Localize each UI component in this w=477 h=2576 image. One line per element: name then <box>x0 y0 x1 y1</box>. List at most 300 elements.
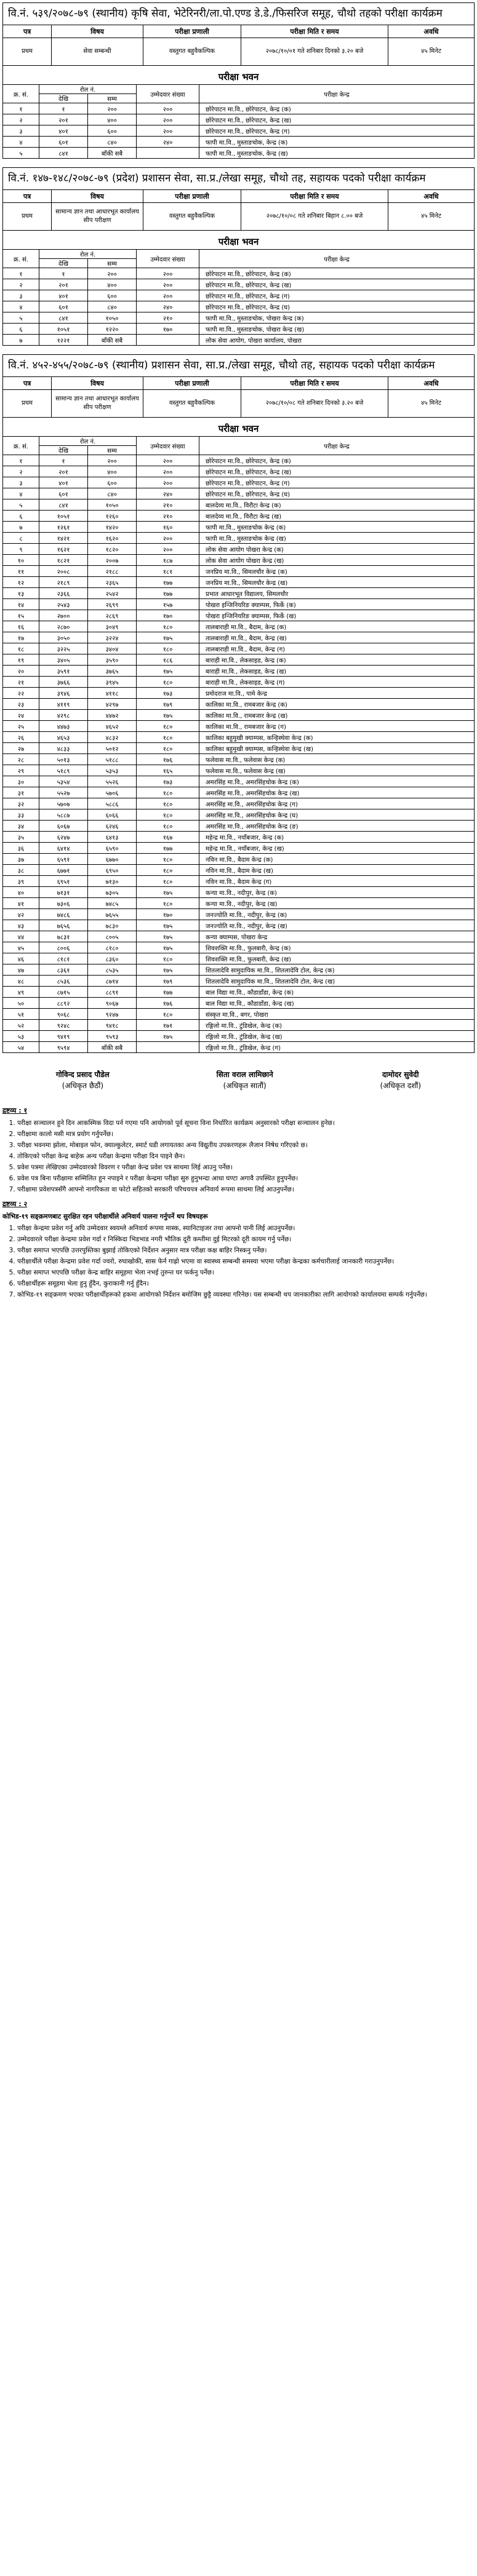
col-to: सम्म <box>88 259 137 268</box>
cell-roll-from: ८४१ <box>39 148 88 159</box>
cell-center: फापी मा.वि., मुस्ताङचोक केन्द्र (ख) <box>199 533 475 544</box>
table-row <box>3 931 475 942</box>
signature-name: दामोदर सुवेदी <box>382 1070 419 1079</box>
cell-roll-from: ३९४६ <box>39 688 88 699</box>
cell-roll-to: ४११८ <box>88 688 137 699</box>
cell-sn: ३ <box>3 477 39 488</box>
cell-count: १७५ <box>137 964 199 976</box>
cell-roll-to: ३०४९ <box>88 621 137 632</box>
cell-sn: २३ <box>3 699 39 710</box>
cell-roll-to: ८७१४ <box>88 976 137 987</box>
table-row <box>3 1031 475 1042</box>
cell-center: शितलादेवि सामुदायिक मा.वि., शितलादेवि टोल, केन्द्र (ख) <box>199 976 475 987</box>
cell-roll-to: ६०० <box>88 125 137 137</box>
cell-roll-to: ३५९० <box>88 654 137 666</box>
cell-sn: १७ <box>3 632 39 643</box>
cell-roll-from: ७३०६ <box>39 898 88 909</box>
table-row <box>3 544 475 555</box>
cell-sn: ५ <box>3 312 39 324</box>
table-row <box>3 610 475 621</box>
cell-roll-to: ६७७० <box>88 854 137 865</box>
notice-section <box>2 354 475 1053</box>
signature-name: सिता वराल लामिछाने <box>216 1070 273 1079</box>
cell-roll-from: ८००६ <box>39 942 88 953</box>
table-row <box>3 312 475 324</box>
note-item: 4. तोकिएको परीक्षा केन्द्र बाहेक अन्य परीक्षा केन्द्रमा परीक्षा दिन पाइने छैन। <box>17 1151 475 1161</box>
cell-count: २०० <box>137 544 199 555</box>
cell-center: छोरेपाटन मा.वि., छोरेपाटन, केन्द्र (घ) <box>199 488 475 499</box>
cell-roll-from: ६०१ <box>39 301 88 312</box>
cell-roll-from: १ <box>39 268 88 279</box>
info-header-cell: विषय <box>52 377 143 390</box>
cell-center: जनप्रिय मा.वि., सिमलचौर केन्द्र (ख) <box>199 577 475 588</box>
cell-sn: ५१ <box>3 1009 39 1020</box>
cell-center: बालदेव्य मा.वि., विरौटा केन्द्र (ख) <box>199 511 475 522</box>
info-datetime: २०७८/१०/०८ गते शनिबार बिहान ८.०० बजे <box>241 203 388 231</box>
info-row <box>3 38 475 66</box>
cell-roll-from: ४०१ <box>39 290 88 301</box>
cell-roll-from: २०१ <box>39 279 88 290</box>
cell-sn: ११ <box>3 566 39 577</box>
table-row <box>3 765 475 776</box>
cell-center: कन्या क्याम्पस, पोखरा केन्द्र <box>199 931 475 942</box>
cell-roll-from: १२६१ <box>39 522 88 533</box>
notice-section <box>2 167 475 346</box>
cell-center: पोखरा इन्जिनियरिङ क्याम्पस, फिर्के (ख) <box>199 610 475 621</box>
cell-center: जनप्रिय मा.वि., सिमलचौर केन्द्र (क) <box>199 566 475 577</box>
cell-center: बाराही मा.वि., लेकसाइड, केन्द्र (ख) <box>199 666 475 677</box>
cell-center: कन्या मा.वि., नदीपुर, केन्द्र (ख) <box>199 898 475 909</box>
col-roll: रोल नं. <box>39 250 137 259</box>
cell-sn: ४९ <box>3 987 39 998</box>
cell-sn: १ <box>3 455 39 466</box>
cell-roll-to: ७३०५ <box>88 887 137 898</box>
cell-center: रङ्गिलो मा.वि., टुंडिखेल, केन्द्र (ग) <box>199 1042 475 1053</box>
table-row <box>3 555 475 566</box>
cell-center: छोरेपाटन मा.वि., छोरेपाटन, केन्द्र (ग) <box>199 477 475 488</box>
note-item: 2. परीक्षामा कालो मसी मात्र प्रयोग गर्नुपर्नेछ। <box>17 1129 475 1139</box>
cell-roll-to: २०० <box>88 103 137 114</box>
cell-count: १७९ <box>137 976 199 987</box>
info-duration: ४५ मिनेट <box>388 203 475 231</box>
cell-center: संस्कृत मा.वि., बगर, पोखरा <box>199 1009 475 1020</box>
table-row <box>3 599 475 610</box>
cell-sn: ५० <box>3 998 39 1009</box>
cell-roll-to: २५४२ <box>88 588 137 599</box>
table-row <box>3 466 475 477</box>
cell-roll-to: ४६५२ <box>88 721 137 732</box>
cell-roll-to: २००७ <box>88 555 137 566</box>
cell-roll-to: ५५२६ <box>88 776 137 787</box>
cell-sn: १८ <box>3 643 39 654</box>
cell-center: फलेवास मा.वि., फलेवास केन्द्र (ख) <box>199 765 475 776</box>
cell-count: १७५ <box>137 931 199 942</box>
cell-center: अमरसिंह मा.वि., अमरसिंहचोक केन्द्र (ख) <box>199 787 475 798</box>
cell-roll-from: ५१८९ <box>39 765 88 776</box>
info-duration: ४५ मिनेट <box>388 38 475 66</box>
table-row <box>3 566 475 577</box>
cell-center: छोरेपाटन मा.वि., छोरेपाटन, केन्द्र (ग) <box>199 125 475 137</box>
table-row <box>3 499 475 511</box>
col-roll: रोल नं. <box>39 85 137 94</box>
info-duration: ४५ मिनेट <box>388 390 475 418</box>
cell-count: १७७ <box>137 987 199 998</box>
info-paper: प्रथम <box>3 38 52 66</box>
notes-section <box>2 1106 475 1300</box>
cell-roll-from: ३२२५ <box>39 643 88 654</box>
note-item: 3. परीक्षा समाप्त भएपछि उत्तरपुस्तिका बुझाई तोकिएको निर्देशन अनुसार मात्र परीक्षा कक्ष बाहिर निस्कनु पर्नेछ। <box>17 1246 475 1255</box>
note-item: 7. परीक्षामा प्रवेशपत्रसँगै आफ्नो नागरिकता वा फोटो सहितको सरकारी परिचयपत्र अनिवार्य रूपमा साथमा लिई आउनुपर्नेछ। <box>17 1185 475 1195</box>
note-item: 3. परीक्षा भवनमा झोला, मोबाइल फोन, क्याल्कुलेटर, स्मार्ट घडी लगायतका अन्य विद्युतीय उपकरणहरू लैजान निषेध गरिएको छ। <box>17 1140 475 1150</box>
table-row <box>3 710 475 721</box>
cell-center: तालबाराही मा.वि., बैदाम, केन्द्र (ग) <box>199 643 475 654</box>
cell-roll-to: ३७६५ <box>88 666 137 677</box>
cell-sn: १ <box>3 268 39 279</box>
cell-count: १७० <box>137 909 199 920</box>
notes-subtitle-2: कोभिड-१९ सङ्क्रमणबाट सुरक्षित रहन परीक्षार्थीले अनिवार्य पालना गर्नुपर्ने थप विषयहरू <box>2 1213 208 1220</box>
cell-center: अमरसिंह मा.वि., अमरसिंहचोक केन्द्र (ग) <box>199 798 475 809</box>
cell-count: १६५ <box>137 765 199 776</box>
cell-roll-from: ६०१ <box>39 137 88 148</box>
cell-roll-to: ७४८५ <box>88 898 137 909</box>
notices-container <box>2 2 475 1053</box>
cell-roll-from: ६४१४ <box>39 843 88 854</box>
cell-roll-from: ६७७१ <box>39 865 88 876</box>
cell-roll-from: ३५९१ <box>39 666 88 677</box>
cell-roll-from: ९५९४ <box>39 1042 88 1053</box>
exam-schedule-page <box>2 2 475 1300</box>
table-row <box>3 654 475 666</box>
cell-roll-to: ६४१३ <box>88 832 137 843</box>
table-row <box>3 324 475 335</box>
cell-sn: ७ <box>3 335 39 346</box>
cell-count: १७५ <box>137 710 199 721</box>
cell-sn: ५३ <box>3 1031 39 1042</box>
schedule-header-row <box>3 85 475 94</box>
info-system: वस्तुगत बहुवैकल्पिक <box>143 390 241 418</box>
cell-count: १७३ <box>137 776 199 787</box>
cell-roll-from: २५४३ <box>39 599 88 610</box>
cell-roll-from: ४०१ <box>39 477 88 488</box>
signature-3 <box>380 1069 422 1091</box>
cell-center: छोरेपाटन मा.वि., छोरेपाटन, केन्द्र (क) <box>199 103 475 114</box>
cell-count: १६० <box>137 522 199 533</box>
info-header-cell: परीक्षा मिति र समय <box>241 377 388 390</box>
cell-center: लोक सेवा आयोग पोखरा केन्द्र (ख) <box>199 555 475 566</box>
exam-info-table <box>2 189 475 231</box>
cell-center: प्रमोदराज मा.वि., पामे केन्द्र <box>199 688 475 699</box>
table-row <box>3 854 475 865</box>
cell-count: १७७ <box>137 843 199 854</box>
cell-roll-to: बाँकी सबै <box>88 148 137 159</box>
cell-roll-from: ५३५४ <box>39 776 88 787</box>
table-row <box>3 699 475 710</box>
cell-sn: ७ <box>3 522 39 533</box>
cell-roll-to: ४०० <box>88 114 137 125</box>
cell-roll-to: ८४० <box>88 137 137 148</box>
col-from: देखि <box>39 94 88 103</box>
cell-sn: ३४ <box>3 821 39 832</box>
info-header-row <box>3 25 475 38</box>
info-paper: प्रथम <box>3 390 52 418</box>
cell-count: २०० <box>137 455 199 466</box>
cell-roll-to: ९२४७ <box>88 1009 137 1020</box>
col-count: उम्मेदवार संख्या <box>137 85 199 103</box>
cell-count: १७५ <box>137 920 199 931</box>
cell-count: १७६ <box>137 998 199 1009</box>
cell-sn: १ <box>3 103 39 114</box>
cell-roll-to: ८४० <box>88 488 137 499</box>
exam-info-table <box>2 376 475 418</box>
cell-roll-from: ७६५६ <box>39 920 88 931</box>
cell-roll-from: ५८८७ <box>39 809 88 821</box>
cell-roll-from: ४०१ <box>39 125 88 137</box>
cell-center: रङ्गिलो मा.वि., टुंडिखेल, केन्द्र (क) <box>199 1020 475 1031</box>
cell-sn: ५ <box>3 148 39 159</box>
cell-count: २०० <box>137 290 199 301</box>
cell-sn: ३६ <box>3 843 39 854</box>
cell-roll-to: ६९५० <box>88 865 137 876</box>
cell-center: फापी मा.वि., मुस्ताङचोक, पोखरा केन्द्र (ख) <box>199 324 475 335</box>
cell-count: २०० <box>137 114 199 125</box>
cell-roll-from: १०५१ <box>39 511 88 522</box>
table-row <box>3 148 475 159</box>
cell-center: कालिका मा.वि., रामबजार केन्द्र (ग) <box>199 721 475 732</box>
cell-sn: ३० <box>3 776 39 787</box>
cell-sn: ४ <box>3 301 39 312</box>
cell-roll-to: ३४०४ <box>88 643 137 654</box>
table-row <box>3 821 475 832</box>
cell-sn: १० <box>3 555 39 566</box>
cell-sn: ३२ <box>3 798 39 809</box>
col-from: देखि <box>39 446 88 455</box>
cell-roll-from: १४२१ <box>39 533 88 544</box>
cell-roll-to: ८५३५ <box>88 964 137 976</box>
cell-sn: २१ <box>3 677 39 688</box>
cell-roll-from: ३४०५ <box>39 654 88 666</box>
col-sn: क्र. सं. <box>3 437 39 455</box>
cell-roll-from: ७४८६ <box>39 909 88 920</box>
info-subject: सामान्य ज्ञान तथा आधारभूत कार्यालय सीप परीक्षण <box>52 390 143 418</box>
table-row <box>3 522 475 533</box>
cell-center: प्रभात आधारभूत विद्यालय, सिमलचौर <box>199 588 475 599</box>
info-header-cell: पत्र <box>3 190 52 203</box>
exam-center-table <box>2 436 475 1053</box>
table-row <box>3 621 475 632</box>
col-sn: क्र. सं. <box>3 250 39 268</box>
cell-center: तालबाराही मा.वि., बैदाम, केन्द्र (क) <box>199 621 475 632</box>
info-header-cell: परीक्षा प्रणाली <box>143 377 241 390</box>
note-item: 4. परीक्षार्थीले परीक्षा केन्द्रमा प्रवेश गर्दा ज्वरो, रुघाखोकी, सास फेर्न गाह्रो भएमा वा स्वास्थ्य सम्बन्धी समस्या भएमा परीक्षा केन्द्रका कर्मचारीलाई जानकारी गराउनुपर्नेछ। <box>17 1257 475 1266</box>
cell-center: फापी मा.वि., मुस्ताङचोक केन्द्र (क) <box>199 522 475 533</box>
table-row <box>3 688 475 699</box>
cell-count: १७९ <box>137 699 199 710</box>
cell-count <box>137 335 199 346</box>
cell-roll-to: १०५० <box>88 499 137 511</box>
cell-sn: ६ <box>3 324 39 335</box>
table-row <box>3 998 475 1009</box>
cell-roll-to: ५१८८ <box>88 754 137 765</box>
cell-center: लोक सेवा आयोग, पोखरा कार्यालय, पोखरा <box>199 335 475 346</box>
cell-count: २०० <box>137 103 199 114</box>
cell-sn: २ <box>3 114 39 125</box>
cell-center: शितलादेवि सामुदायिक मा.वि., शितलादेवि टोल, केन्द्र (क) <box>199 964 475 976</box>
table-row <box>3 865 475 876</box>
table-row <box>3 920 475 931</box>
cell-count: २१० <box>137 511 199 522</box>
cell-roll-to: २०० <box>88 455 137 466</box>
cell-roll-from: ८८९२ <box>39 998 88 1009</box>
notice-heading: वि.नं. ५३९/२०७८-७९ (स्थानीय) कृषि सेवा, भेटेरिनरी/ला.पो.एण्ड डे.डे./फिसरिज समूह, चौथो तहको परीक्षा कार्यक्रम <box>2 2 475 25</box>
col-to: सम्म <box>88 94 137 103</box>
cell-count: १८० <box>137 721 199 732</box>
cell-roll-to: ४०० <box>88 279 137 290</box>
cell-roll-to: ६५९० <box>88 843 137 854</box>
cell-count: १८७ <box>137 555 199 566</box>
cell-center: छोरेपाटन मा.वि., छोरेपाटन, केन्द्र (क) <box>199 268 475 279</box>
cell-roll-from: ५७०७ <box>39 798 88 809</box>
cell-sn: १६ <box>3 621 39 632</box>
cell-roll-to: ३२२४ <box>88 632 137 643</box>
cell-center: नविन मा.वि., बैदाम केन्द्र (क) <box>199 854 475 865</box>
cell-sn: ४० <box>3 887 39 898</box>
table-row <box>3 721 475 732</box>
cell-count: २०० <box>137 279 199 290</box>
cell-roll-from: १८२१ <box>39 555 88 566</box>
table-row <box>3 743 475 754</box>
cell-roll-from: ६०६७ <box>39 821 88 832</box>
cell-center: जनज्योति मा.वि., नदीपुर, केन्द्र (क) <box>199 909 475 920</box>
info-system: वस्तुगत बहुवैकल्पिक <box>143 38 241 66</box>
cell-center: महेन्द्र मा.वि., नयाँबजार, केन्द्र (क) <box>199 832 475 843</box>
cell-sn: ३ <box>3 125 39 137</box>
table-row <box>3 577 475 588</box>
cell-center: बाल विद्या मा.वि., कौडाडाँडा, केन्द्र (ख) <box>199 998 475 1009</box>
cell-center: तालबाराही मा.वि., बैदाम, केन्द्र (ख) <box>199 632 475 643</box>
cell-roll-from: ८४१ <box>39 499 88 511</box>
table-row <box>3 125 475 137</box>
note-item: 6. परीक्षार्थीहरू समूहमा भेला हुनु हुँदैन, कुराकानी गर्नु हुँदैन। <box>17 1279 475 1289</box>
cell-sn: २४ <box>3 710 39 721</box>
cell-roll-from: ७८३१ <box>39 931 88 942</box>
info-header-cell: परीक्षा प्रणाली <box>143 190 241 203</box>
table-row <box>3 876 475 887</box>
table-row <box>3 776 475 787</box>
cell-roll-to: ७८३० <box>88 920 137 931</box>
note-item: 1. परीक्षा केन्द्रमा प्रवेश गर्नु अघि उम्मेदवार स्वयम्ले अनिवार्य रूपमा मास्क, स्यानिटाइजर तथा आफ्नो पानी लिई आउनुपर्नेछ। <box>17 1223 475 1233</box>
col-roll: रोल नं. <box>39 437 137 446</box>
table-row <box>3 511 475 522</box>
info-datetime: २०७८/१०/०८ गते शनिबार दिनको ३.२० बजे <box>241 390 388 418</box>
table-row <box>3 290 475 301</box>
cell-roll-to: ६०० <box>88 290 137 301</box>
cell-sn: २५ <box>3 721 39 732</box>
table-row <box>3 301 475 312</box>
cell-count: १७० <box>137 324 199 335</box>
cell-count: १८० <box>137 787 199 798</box>
cell-center: बालदेव्य मा.वि., विरौटा केन्द्र (क) <box>199 499 475 511</box>
exam-info-table <box>2 25 475 66</box>
cell-sn: ३८ <box>3 865 39 876</box>
cell-sn: ४२ <box>3 909 39 920</box>
cell-roll-to: १२६० <box>88 511 137 522</box>
signature-1 <box>56 1069 110 1091</box>
cell-count: २४० <box>137 137 199 148</box>
cell-roll-from: ६९५१ <box>39 876 88 887</box>
table-row <box>3 666 475 677</box>
cell-count: १७५ <box>137 666 199 677</box>
cell-roll-from: २००८ <box>39 566 88 577</box>
cell-sn: २८ <box>3 754 39 765</box>
table-row <box>3 754 475 765</box>
cell-count: २१० <box>137 499 199 511</box>
cell-roll-to: ३९४५ <box>88 677 137 688</box>
info-subject: सेवा सम्बन्धी <box>52 38 143 66</box>
cell-center: शिवशक्ति मा.वि., फुलबारी, केन्द्र (ख) <box>199 953 475 964</box>
cell-roll-from: १६२१ <box>39 544 88 555</box>
info-header-cell: परीक्षा प्रणाली <box>143 25 241 38</box>
info-header-row <box>3 190 475 203</box>
cell-center: छोरेपाटन मा.वि., छोरेपाटन, केन्द्र (क) <box>199 455 475 466</box>
cell-count: २०० <box>137 125 199 137</box>
cell-center: कालिका मा.वि., रामबजार केन्द्र (ख) <box>199 710 475 721</box>
cell-count: १८० <box>137 743 199 754</box>
cell-roll-from: ५५२७ <box>39 787 88 798</box>
info-header-cell: पत्र <box>3 377 52 390</box>
cell-roll-to: १८२० <box>88 544 137 555</box>
table-row <box>3 976 475 987</box>
cell-roll-to: ६२४६ <box>88 821 137 832</box>
cell-roll-from: १ <box>39 455 88 466</box>
cell-center: कालिका मा.वि., रामबजार केन्द्र (क) <box>199 699 475 710</box>
cell-count: २०० <box>137 466 199 477</box>
cell-count: १७५ <box>137 632 199 643</box>
table-row <box>3 588 475 599</box>
section-spacer <box>2 159 475 167</box>
table-row <box>3 964 475 976</box>
info-subject: सामान्य ज्ञान तथा आधारभूत कार्यालय सीप परीक्षण <box>52 203 143 231</box>
cell-sn: १२ <box>3 577 39 588</box>
signature-row <box>2 1069 475 1091</box>
cell-count: १८० <box>137 732 199 743</box>
cell-sn: २२ <box>3 688 39 699</box>
cell-center: कालिका बहुमुखी क्याम्पस, कन्हिस्थेवा केन्द्र (क) <box>199 732 475 743</box>
cell-count: १७० <box>137 610 199 621</box>
cell-sn: २७ <box>3 743 39 754</box>
cell-center: रङ्गिलो मा.वि., टुंडिखेल, केन्द्र (ख) <box>199 1031 475 1042</box>
cell-sn: ३९ <box>3 876 39 887</box>
cell-roll-to: २१८८ <box>88 566 137 577</box>
col-sn: क्र. सं. <box>3 85 39 103</box>
table-row <box>3 909 475 920</box>
info-row <box>3 203 475 231</box>
col-center: परीक्षा केन्द्र <box>199 85 475 103</box>
cell-center: बाल विद्या मा.वि., कौडाडाँडा, केन्द्र (क) <box>199 987 475 998</box>
cell-count: १७५ <box>137 887 199 898</box>
note-item: 6. प्रवेश पत्र बिना परीक्षामा सम्मिलित हुन नपाइने र परीक्षा केन्द्रमा परीक्षा सुरु हुनुभन्दा आधा घण्टा अगावै उपस्थित हुनुपर्नेछ। <box>17 1174 475 1183</box>
cell-roll-to: ६०० <box>88 477 137 488</box>
table-row <box>3 898 475 909</box>
cell-roll-to: ४८३२ <box>88 732 137 743</box>
info-header-cell: विषय <box>52 190 143 203</box>
table-row <box>3 335 475 346</box>
cell-sn: ४ <box>3 137 39 148</box>
signature-title: (अधिकृत छैठौं) <box>62 1081 104 1090</box>
cell-center: पोखरा इन्जिनियरिङ क्याम्पस, फिर्के (क) <box>199 599 475 610</box>
cell-sn: ४८ <box>3 976 39 987</box>
cell-roll-to: ४२९७ <box>88 699 137 710</box>
cell-count: १७५ <box>137 1031 199 1042</box>
